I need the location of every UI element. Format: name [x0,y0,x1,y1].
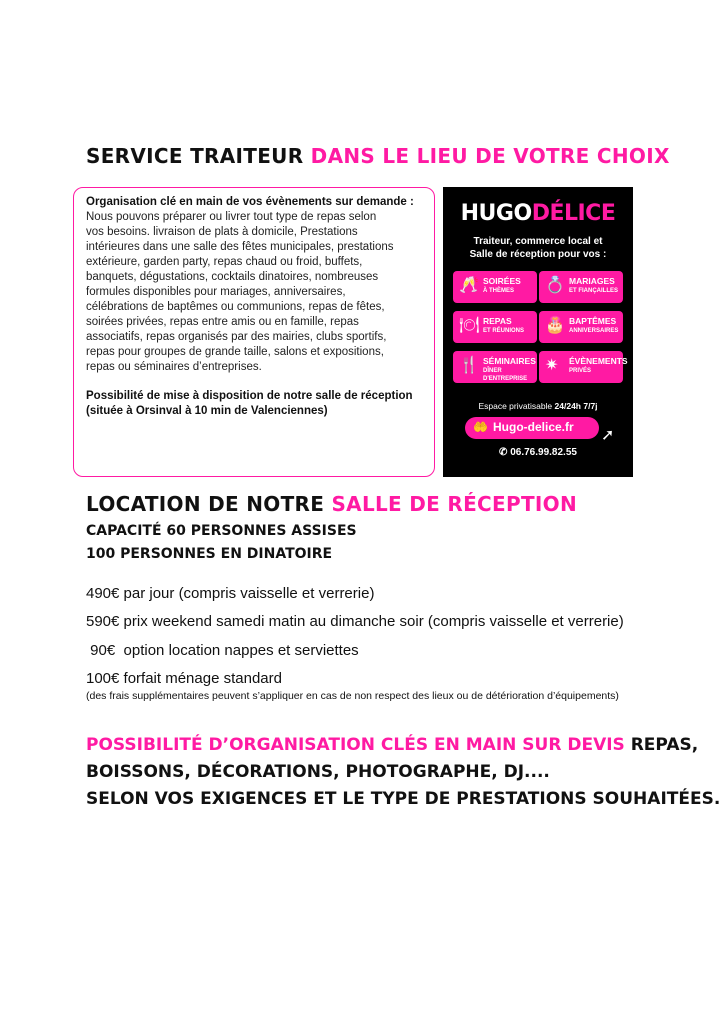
flyer-phone: ✆ 06.76.99.82.55 [499,447,577,458]
tile-seminaires: 🍴 SÉMINAIRES DÎNER D'ENTREPRISE [453,351,537,383]
tile-mariages: 💍 MARIAGES ET FIANÇAILLES [539,271,623,303]
section-title-location [86,492,577,516]
box-line: formules disponibles pour mariages, anniversaires, [86,286,346,298]
turnkey-line-3: SELON VOS EXIGENCES ET LE TYPE DE PRESTATIONS SOUHAITÉES. [86,789,721,809]
price-weekend: 590€ prix weekend samedi matin au dimanche soir (compris vaisselle et verrerie) [86,613,624,630]
serving-hand-icon: 🤲 [473,420,488,434]
title-part-black: LOCATION DE NOTRE [86,492,332,516]
rings-icon: 💍 [545,277,565,294]
box-line: extérieure, garden party, repas chaud ou froid, buffets, [86,256,363,268]
flyer-espace: Espace privatisable 24/24h 7/7j [478,401,598,411]
flyer-tagline: Traiteur, commerce local et Salle de réception pour vos : [469,236,607,260]
flyer-logo: HUGODÉLICE [460,201,616,226]
champagne-icon: 🥂 [459,277,479,294]
tile-repas: 🍽 REPAS ET RÉUNIONS [453,311,537,343]
website-link[interactable]: 🤲 Hugo-delice.fr [465,417,599,439]
box-outro-2: (située à Orsinval à 10 min de Valenciennes) [86,405,328,417]
price-linen: 90€ option location nappes et serviettes [86,642,359,659]
box-line: repas ou séminaires d’entreprises. [86,361,262,373]
turnkey-line-2: BOISSONS, DÉCORATIONS, PHOTOGRAPHE, DJ.... [86,762,550,782]
box-line: soirées privées, repas entre amis ou en famille, repas [86,316,359,328]
tile-soirees: 🥂 SOIRÉES À THÈMES [453,271,537,303]
hugo-delice-flyer [443,187,633,477]
cloche-icon: 🍽 [459,317,480,334]
price-cleaning: 100€ forfait ménage standard [86,670,282,687]
info-box [73,187,435,477]
tile-baptemes: 🎂 BAPTÊMES ANNIVERSAIRES [539,311,623,343]
box-line: célébrations de baptêmes ou communions, repas de fêtes, [86,301,385,313]
section-title-traiteur [86,144,670,168]
firework-icon: ✷ [545,357,559,374]
box-line: intérieures dans une salle des fêtes municipales, prestations [86,241,394,253]
box-line: repas pour groupes de grande taille, salons et expositions, [86,346,384,358]
turnkey-line-1: POSSIBILITÉ D’ORGANISATION CLÉS EN MAIN SUR DEVIS REPAS, [86,735,699,755]
tile-evenements: ✷ ÉVÈNEMENTS PRIVÉS [539,351,623,383]
buffet-icon: 🍴 [459,357,479,374]
extra-fees-note: (des frais supplémentaires peuvent s’appliquer en cas de non respect des lieux ou de détérioration d’équipements) [86,690,619,702]
capacity-standing: 100 PERSONNES EN DINATOIRE [86,546,333,562]
box-line: banquets, dégustations, cocktails dinatoires, nombreuses [86,271,379,283]
box-intro: Organisation clé en main de vos évènements sur demande : [86,196,414,208]
price-day: 490€ par jour (compris vaisselle et verrerie) [86,585,375,602]
title-part-black: SERVICE TRAITEUR [86,144,304,168]
capacity-seated: CAPACITÉ 60 PERSONNES ASSISES [86,523,357,539]
cursor-icon: ➚ [601,427,615,444]
box-line: associatifs, repas organisés par des mairies, clubs sportifs, [86,331,387,343]
box-line: Nous pouvons préparer ou livrer tout type de repas selon [86,211,377,223]
phone-icon: ✆ [499,447,511,458]
cake-icon: 🎂 [545,317,565,334]
box-line: vos besoins. livraison de plats à domicile, Prestations [86,226,358,238]
title-part-pink: SALLE DE RÉCEPTION [331,492,577,516]
title-part-pink: DANS LE LIEU DE VOTRE CHOIX [303,144,670,168]
box-outro-1: Possibilité de mise à disposition de notre salle de réception [86,390,413,402]
